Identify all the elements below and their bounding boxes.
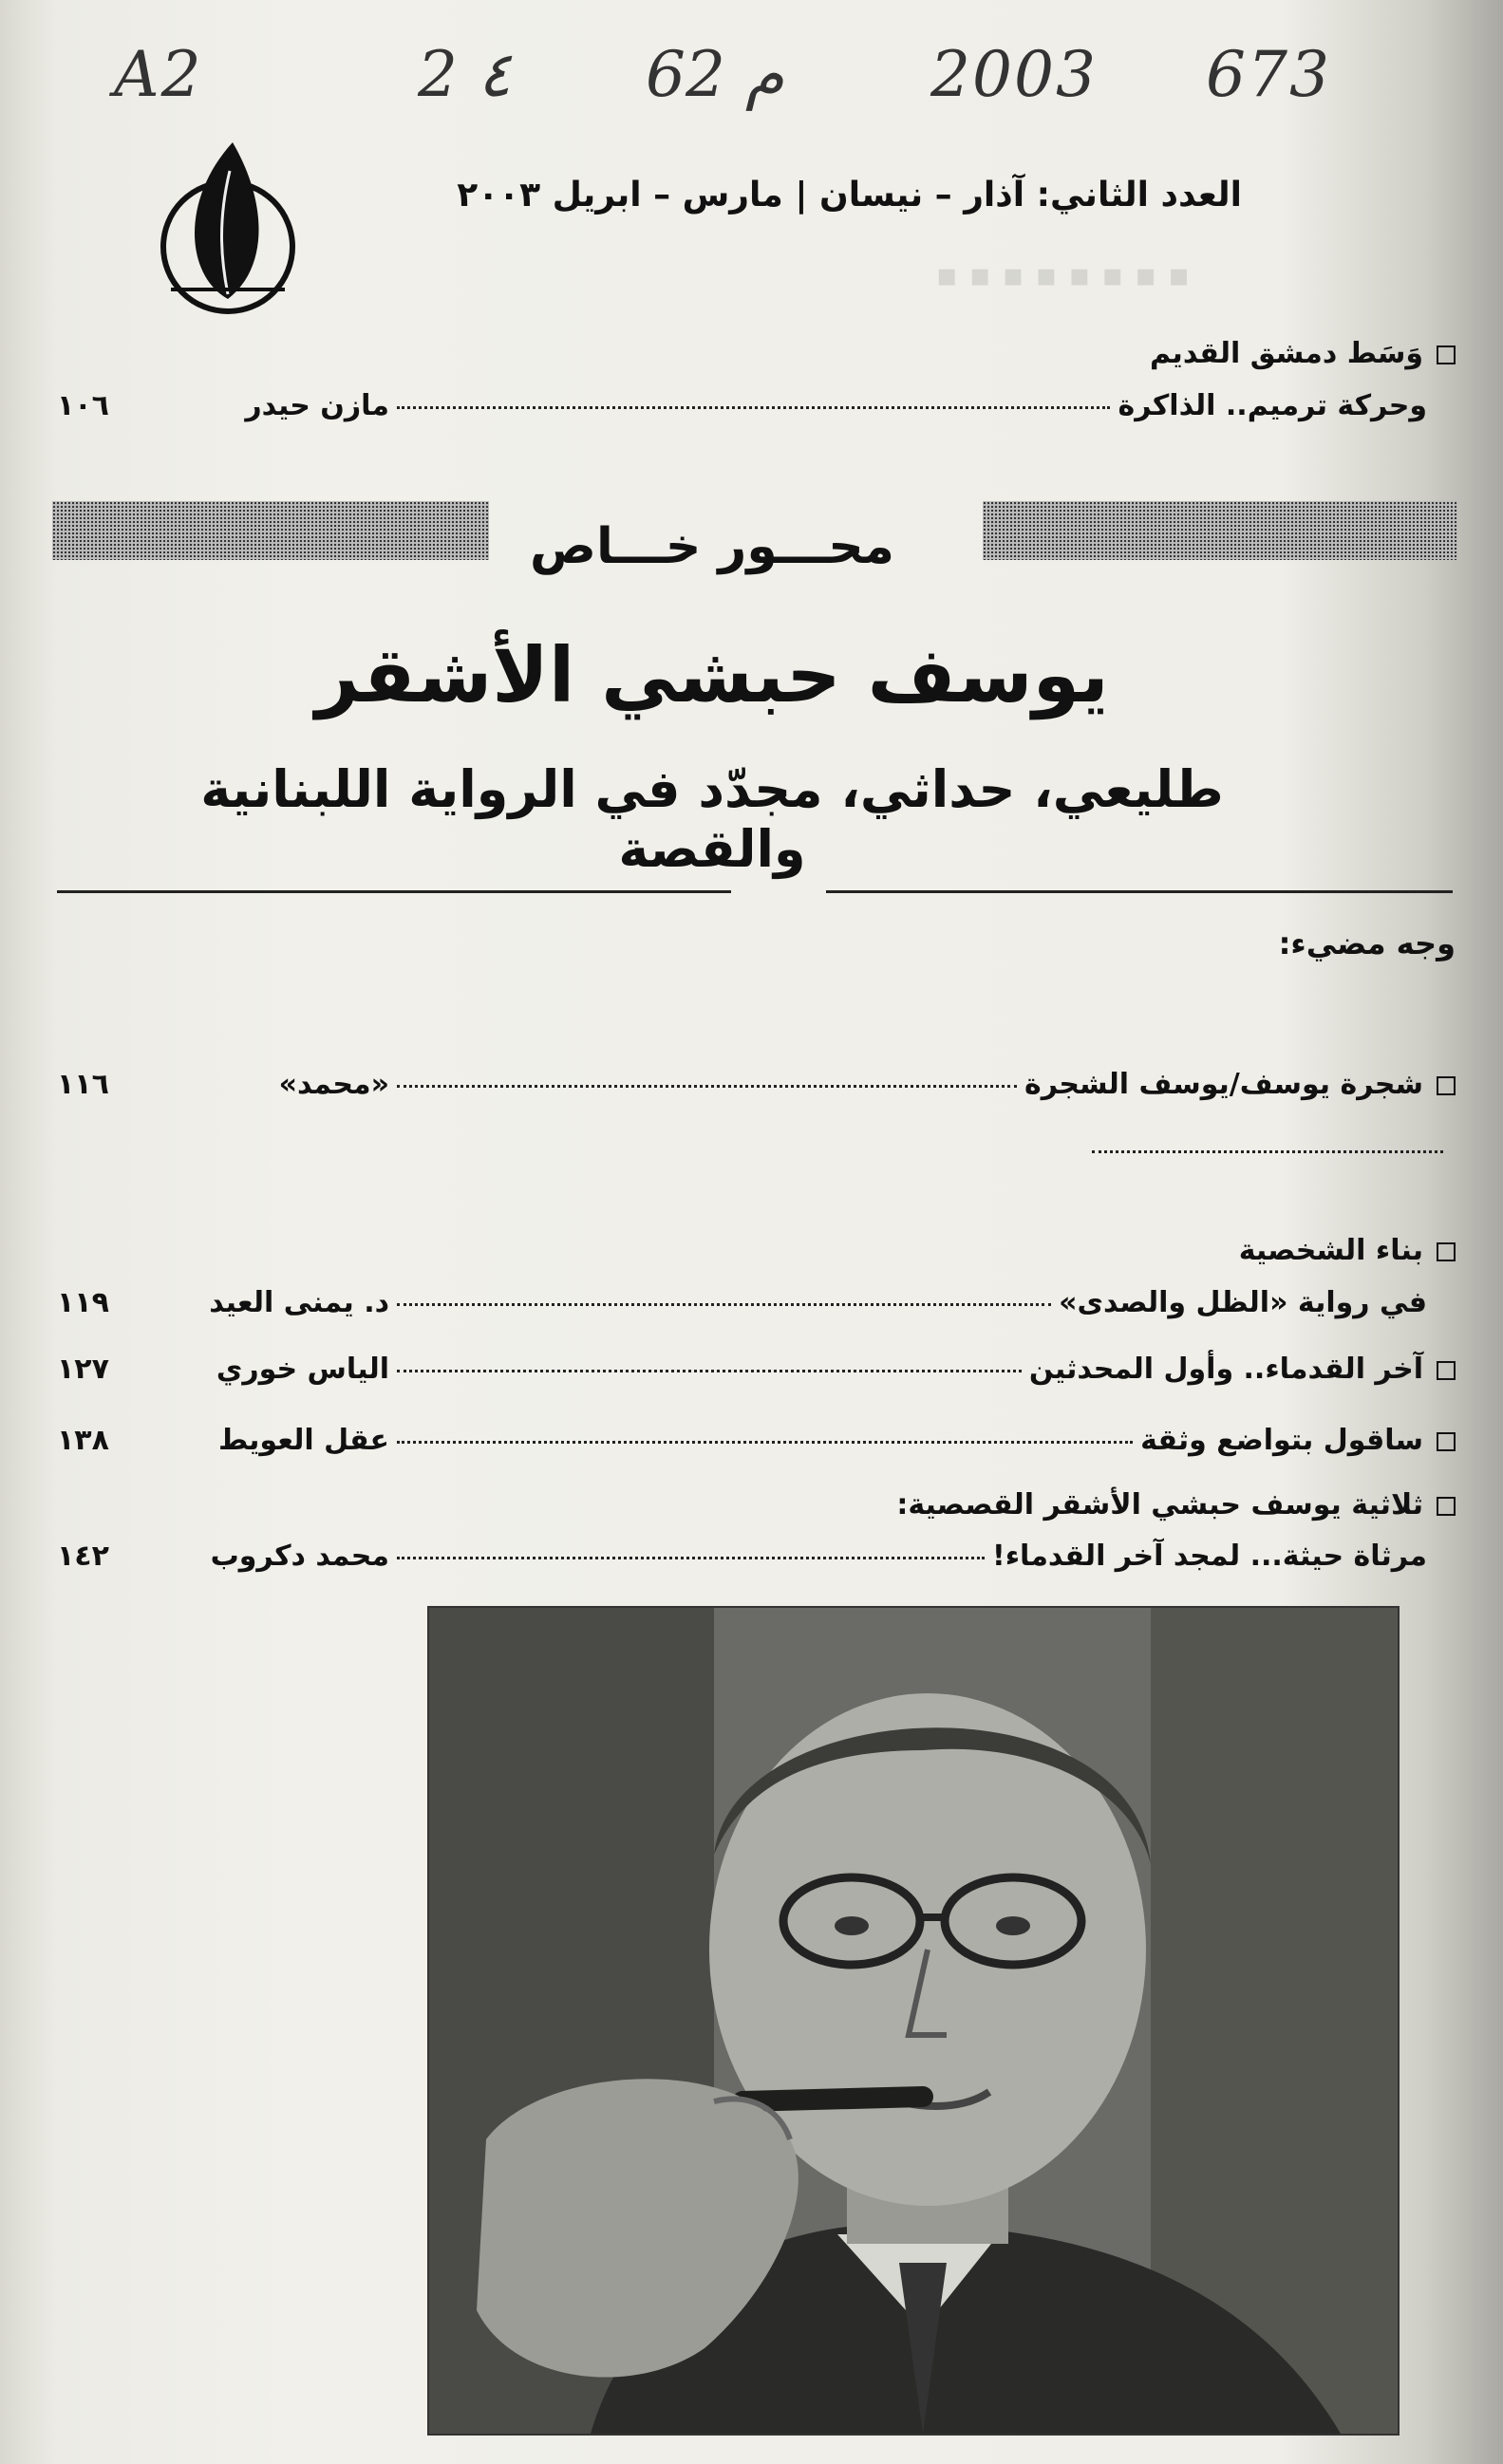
issue-line: العدد الثاني: آذار – نيسان | مارس – ابريل ٢٠٠٣ — [457, 176, 1242, 215]
divider-right — [826, 890, 1453, 893]
toc-row — [57, 1540, 1456, 1573]
top-article-row — [57, 389, 1456, 422]
leader-dots — [1092, 1150, 1443, 1153]
checkbox-bullet-icon — [1437, 345, 1456, 364]
toc-row — [57, 1068, 1456, 1101]
checkbox-bullet-icon — [1437, 1361, 1456, 1380]
section-heading: وجه مضيء: — [1278, 925, 1456, 961]
page-number: ١٤٢ — [57, 1540, 109, 1573]
toc-title: آخر القدماء.. وأول المحدثين — [1028, 1353, 1423, 1386]
checkbox-bullet-icon — [1437, 1432, 1456, 1451]
toc-title: ساقول بتواضع وثقة — [1140, 1424, 1423, 1457]
toc-title: في رواية «الظل والصدى» — [1059, 1286, 1427, 1319]
checkbox-bullet-icon — [1437, 1076, 1456, 1095]
toc-title: شجرة يوسف/يوسف الشجرة — [1024, 1068, 1423, 1101]
toc-author: عقل العويط — [218, 1424, 389, 1457]
page-number: ١٠٦ — [57, 389, 109, 422]
portrait-illustration — [429, 1608, 1398, 2434]
leader-dots — [397, 1557, 985, 1559]
handwritten-note: 673 — [1206, 38, 1331, 111]
page-number: ١١٦ — [57, 1068, 109, 1101]
article-title: وحركة ترميم.. الذاكرة — [1118, 389, 1427, 422]
checkbox-bullet-icon — [1437, 1242, 1456, 1261]
article-author: مازن حيدر — [245, 389, 389, 422]
handwritten-note: A2 — [114, 38, 203, 111]
toc-title: مرثاة حيثة... لمجد آخر القدماء! — [992, 1540, 1427, 1573]
leader-dots — [397, 1370, 1022, 1372]
toc-row — [57, 1424, 1456, 1457]
handwritten-note: 2 ٤ — [418, 38, 512, 111]
handwritten-note: 62 م — [646, 38, 784, 111]
toc-author: «محمد» — [278, 1068, 389, 1101]
bleed-through: ▪ ▪ ▪ ▪ ▪ ▪ ▪ ▪ — [935, 256, 1190, 294]
leader-dots — [397, 1303, 1051, 1306]
checkbox-bullet-icon — [1437, 1497, 1456, 1516]
page-subtitle: طليعي، حداثي، مجدّد في الرواية اللبنانية والقصة — [200, 759, 1224, 879]
page-number: ١٢٧ — [57, 1353, 109, 1386]
page-title: يوسف حبشي الأشقر — [315, 631, 1109, 719]
toc-author: محمد دكروب — [210, 1540, 389, 1573]
leader-dots — [397, 406, 1110, 409]
page-number: ١١٩ — [57, 1286, 109, 1319]
portrait-photo — [427, 1606, 1400, 2436]
toc-pre-line: ثلاثية يوسف حبشي الأشقر القصصية: — [896, 1488, 1456, 1521]
leader-dots — [397, 1441, 1133, 1444]
leaf-emblem-icon — [142, 133, 313, 323]
page-number: ١٣٨ — [57, 1424, 109, 1457]
toc-author: د. يمنى العيد — [209, 1286, 389, 1319]
toc-row — [57, 1286, 1456, 1319]
section-label: محـــور خـــاص — [530, 518, 894, 575]
leader-dots — [397, 1085, 1017, 1088]
toc-author: الياس خوري — [216, 1353, 389, 1386]
top-article-line1: وَسَط دمشق القديم — [1150, 337, 1456, 370]
divider-left — [57, 890, 731, 893]
toc-row — [57, 1353, 1456, 1386]
hatch-bar-right — [983, 501, 1457, 560]
hatch-bar-left — [52, 501, 489, 560]
toc-pre-line: بناء الشخصية — [1239, 1234, 1456, 1267]
handwritten-note: 2003 — [930, 38, 1098, 111]
